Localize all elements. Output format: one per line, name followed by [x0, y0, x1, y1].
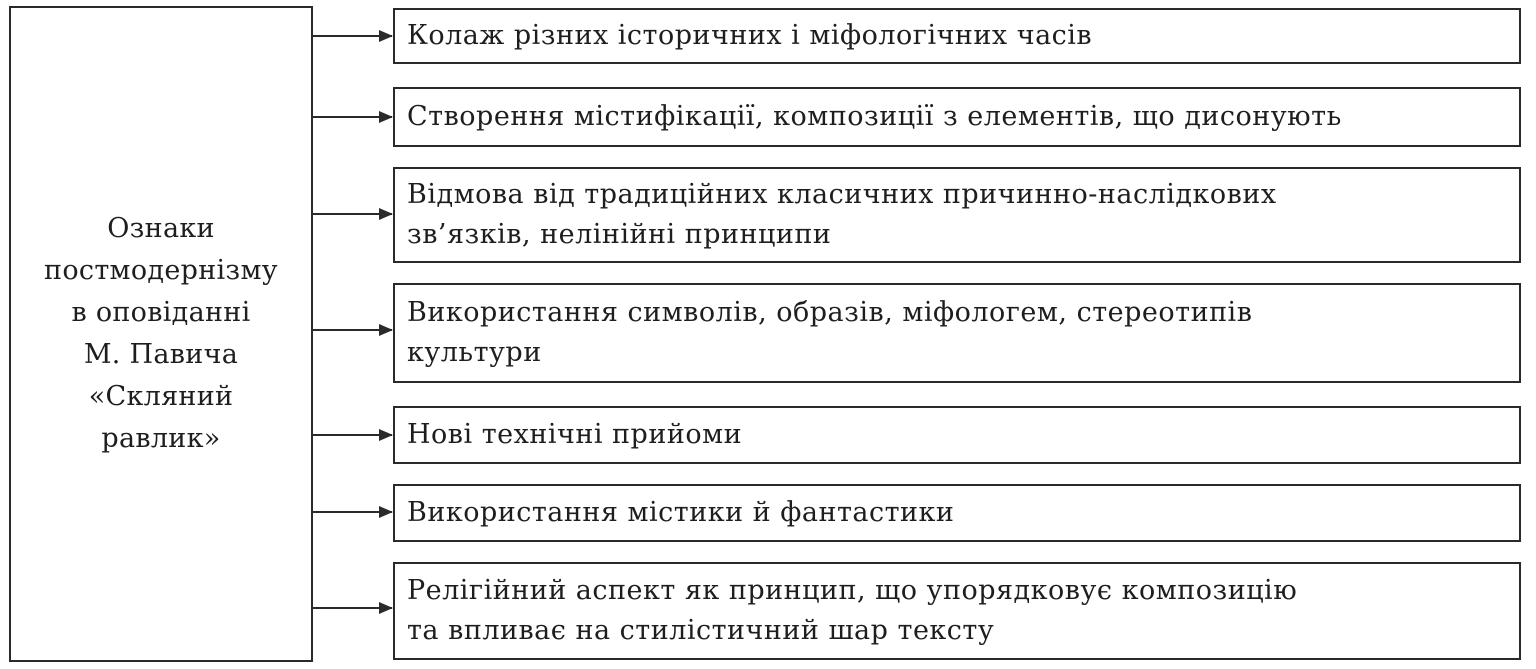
root-label-line: равлик» — [101, 423, 221, 454]
feature-text-line: та впливає на стилістичний шар тексту — [407, 615, 995, 646]
feature-box-mystification — [393, 87, 1521, 147]
feature-text-line: культури — [407, 337, 542, 368]
root-label-line: постмодернізму — [44, 255, 278, 286]
feature-text — [407, 16, 1092, 56]
feature-box-mysticism — [393, 484, 1521, 542]
feature-text — [407, 293, 1252, 373]
feature-text-line: Використання символів, образів, міфологем, стереотипів — [407, 297, 1253, 328]
feature-box-techniques — [393, 406, 1521, 464]
feature-box-nonlinearity — [393, 167, 1521, 263]
feature-text — [407, 493, 954, 533]
feature-box-collage — [393, 8, 1521, 64]
root-label-line: в оповіданні — [71, 297, 251, 328]
root-label-line: М. Павича — [83, 339, 239, 370]
feature-text-line: Нові технічні прийоми — [407, 419, 743, 450]
root-label-line: Ознаки — [107, 213, 215, 244]
root-label — [44, 208, 278, 460]
root-label-line: «Скляний — [88, 381, 234, 412]
feature-text — [407, 571, 1297, 651]
feature-text — [407, 415, 742, 455]
feature-text-line: Використання містики й фантастики — [407, 497, 955, 528]
root-box — [9, 6, 313, 662]
feature-text-line: зв’язків, нелінійні принципи — [407, 219, 832, 250]
feature-box-religion — [393, 562, 1521, 660]
feature-text-line: Релігійний аспект як принцип, що упорядковує композицію — [407, 575, 1298, 606]
feature-text-line: Колаж різних історичних і міфологічних часів — [407, 20, 1093, 51]
feature-text-line: Створення містифікації, композиції з елементів, що дисонують — [407, 101, 1342, 132]
feature-box-symbols — [393, 283, 1521, 383]
feature-text — [407, 175, 1277, 255]
feature-text-line: Відмова від традиційних класичних причинно-наслідкових — [407, 179, 1277, 210]
feature-text — [407, 97, 1342, 137]
